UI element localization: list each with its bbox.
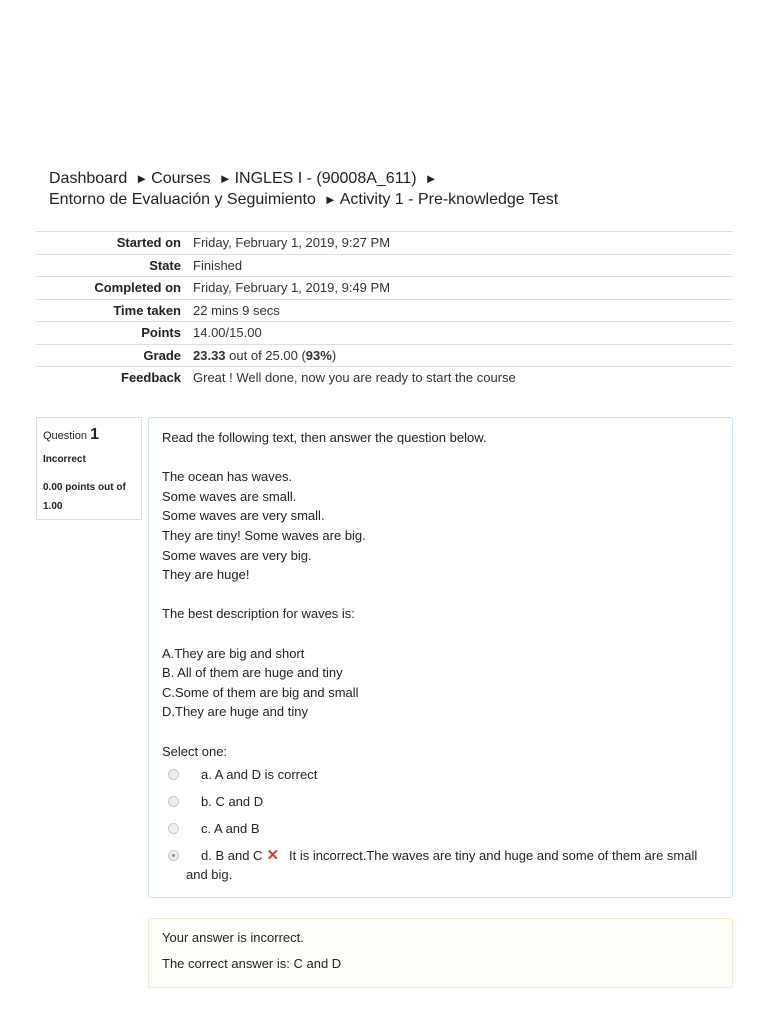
summary-value: 23.33 out of 25.00 (93%): [193, 347, 337, 363]
summary-value: Friday, February 1, 2019, 9:27 PM: [193, 235, 391, 251]
option-label: c. A and B: [201, 821, 260, 837]
summary-value: 22 mins 9 secs: [193, 302, 280, 318]
radio-button-selected[interactable]: [168, 850, 179, 861]
question-number: [43, 426, 135, 444]
grade-outof: out of 25.00: [229, 347, 298, 363]
answer-option-c[interactable]: [162, 819, 719, 838]
grade-percent: 93%: [305, 347, 332, 363]
breadcrumb-separator-icon: ►: [218, 171, 232, 186]
summary-row-grade: [36, 344, 733, 367]
question-prompt: The best description for waves is:: [162, 606, 355, 622]
summary-label: Time taken: [113, 302, 181, 318]
radio-button[interactable]: [168, 823, 179, 834]
answer-option-a[interactable]: [162, 765, 719, 784]
answer-option-d[interactable]: [162, 846, 719, 884]
choice-text: C.Some of them are big and small: [162, 684, 359, 700]
breadcrumb-dashboard-link[interactable]: Dashboard: [49, 170, 128, 187]
question-content: [148, 417, 733, 898]
question-info-panel: [36, 417, 142, 520]
passage-line: Some waves are very small.: [162, 508, 325, 524]
choice-text: B. All of them are huge and tiny: [162, 665, 343, 681]
passage-line: The ocean has waves.: [162, 469, 293, 485]
question-state: Incorrect: [43, 454, 86, 465]
summary-value: Great ! Well done, now you are ready to start the course: [193, 370, 516, 386]
passage-line: Some waves are small.: [162, 488, 297, 504]
breadcrumb-courses-link[interactable]: Courses: [151, 170, 211, 187]
breadcrumb-line-2: [49, 189, 729, 210]
attempt-summary-table: [36, 231, 733, 389]
breadcrumb-course-link[interactable]: INGLES I - (90008A_611): [234, 170, 417, 187]
option-label: a. A and D is correct: [201, 767, 318, 783]
radio-button[interactable]: [168, 769, 179, 780]
correct-answer: The correct answer is: C and D: [162, 956, 342, 971]
summary-label: State: [149, 257, 181, 273]
outcome-panel: [148, 918, 733, 988]
summary-row-completed: [36, 277, 733, 300]
outcome-result: Your answer is incorrect.: [162, 930, 304, 945]
summary-label: Started on: [116, 235, 181, 251]
passage-line: Some waves are very big.: [162, 547, 312, 563]
breadcrumb-separator-icon: ►: [424, 171, 438, 186]
question-grade: 0.00 points out of 1.00: [43, 482, 126, 512]
summary-value: Friday, February 1, 2019, 9:49 PM: [193, 280, 391, 296]
answer-option-b[interactable]: [162, 792, 719, 811]
answer-options: [162, 765, 719, 884]
summary-row-time: [36, 299, 733, 322]
summary-row-state: [36, 254, 733, 277]
question-intro: Read the following text, then answer the question below.: [162, 430, 487, 445]
option-feedback: It is incorrect.The waves are tiny and huge and some of them are small and big.: [186, 848, 698, 883]
incorrect-icon: ✕: [266, 847, 280, 865]
grade-score: 23.33: [193, 347, 226, 363]
select-one-label: Select one:: [162, 743, 228, 759]
summary-label: Completed on: [94, 280, 181, 296]
summary-value: 14.00/15.00: [193, 325, 262, 341]
summary-label: Grade: [143, 347, 181, 363]
option-label: d. B and C: [201, 848, 263, 864]
summary-row-started: [36, 232, 733, 255]
question-label: Question: [43, 430, 88, 442]
radio-button[interactable]: [168, 796, 179, 807]
summary-label: Feedback: [121, 370, 181, 386]
summary-label: Points: [141, 325, 181, 341]
question-number-value: 1: [90, 426, 99, 443]
breadcrumb-line-1: [49, 168, 729, 189]
option-label: b. C and D: [201, 794, 264, 810]
choice-text: D.They are huge and tiny: [162, 704, 308, 720]
passage-line: They are huge!: [162, 567, 250, 583]
breadcrumb: [49, 168, 729, 210]
summary-row-feedback: [36, 367, 733, 389]
breadcrumb-section-link[interactable]: Entorno de Evaluación y Seguimiento: [49, 191, 316, 208]
summary-value: Finished: [193, 257, 243, 273]
breadcrumb-separator-icon: ►: [135, 171, 149, 186]
summary-row-points: [36, 322, 733, 345]
breadcrumb-separator-icon: ►: [323, 192, 337, 207]
passage-line: They are tiny! Some waves are big.: [162, 527, 366, 543]
choice-text: A.They are big and short: [162, 645, 305, 661]
breadcrumb-activity-link[interactable]: Activity 1 - Pre-knowledge Test: [339, 191, 559, 208]
